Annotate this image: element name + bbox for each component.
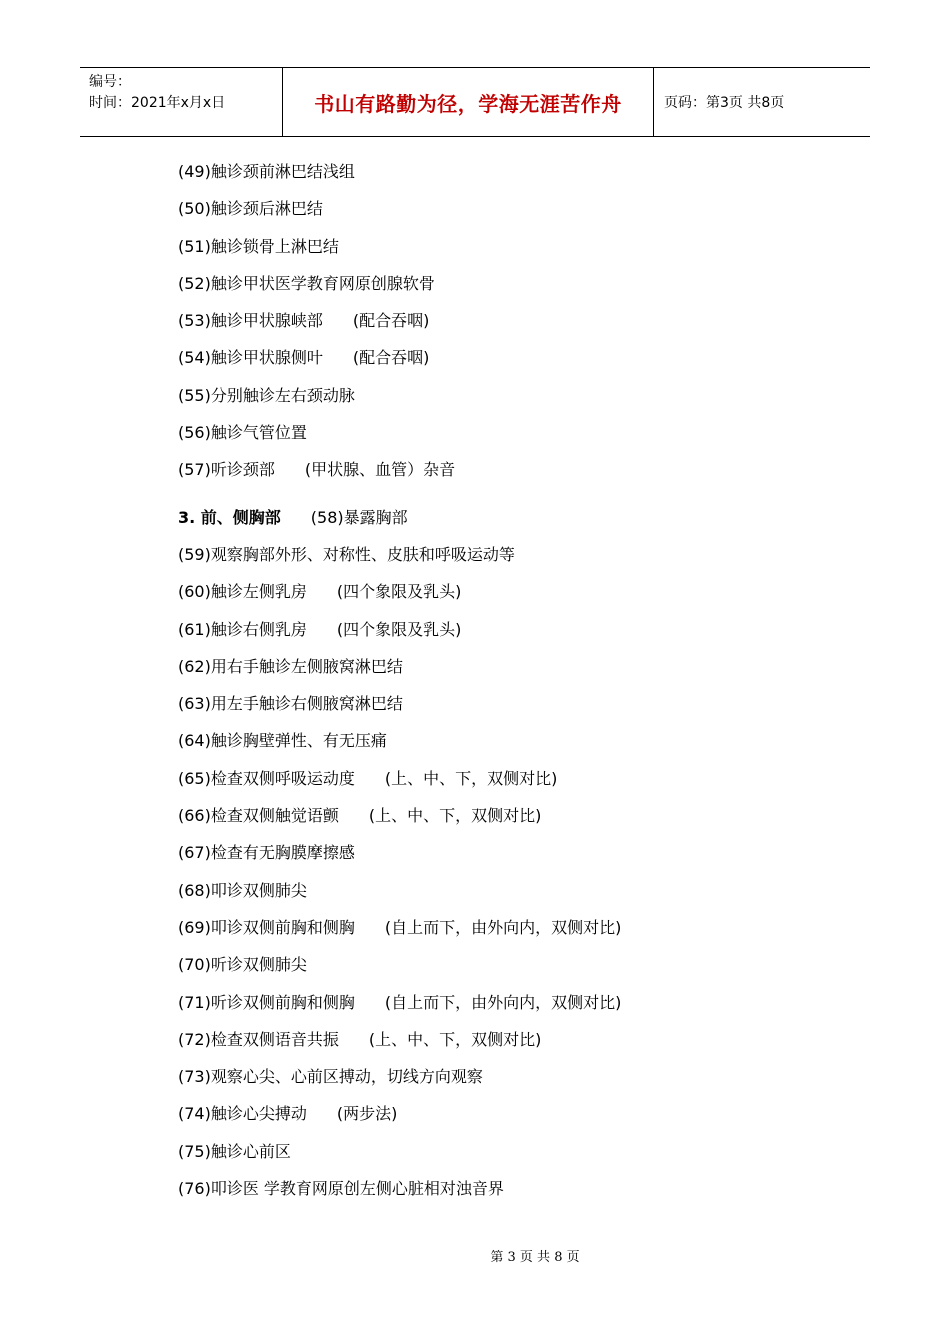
list-item bbox=[178, 233, 878, 270]
item-note: (甲状腺、血管）杂音 bbox=[304, 460, 456, 480]
list-item bbox=[178, 1138, 878, 1175]
item-text: (52)触诊甲状医学教育网原创腺软骨 bbox=[178, 273, 435, 293]
item-text: (64)触诊胸壁弹性、有无压痛 bbox=[178, 731, 387, 751]
item-text: (75)触诊心前区 bbox=[178, 1141, 291, 1161]
list-item bbox=[178, 1063, 878, 1100]
item-text: (73)观察心尖、心前区搏动，切线方向观察 bbox=[178, 1067, 483, 1087]
section-note: (58)暴露胸部 bbox=[310, 507, 408, 527]
item-note: (上、中、下，双侧对比) bbox=[368, 806, 542, 826]
neck-steps bbox=[178, 158, 878, 494]
serial-number-label: 编号： bbox=[89, 74, 131, 90]
date-label: 时间：2021年x月x日 bbox=[89, 95, 226, 111]
item-text: (71)听诊双侧前胸和侧胸 bbox=[178, 992, 355, 1012]
section-heading bbox=[178, 504, 878, 541]
item-text: (54)触诊甲状腺侧叶 bbox=[178, 348, 323, 368]
item-note: (上、中、下，双侧对比) bbox=[384, 768, 558, 788]
footer-page-number: 第 3 页 共 8 页 bbox=[490, 1250, 580, 1265]
list-item bbox=[178, 456, 878, 493]
list-item bbox=[178, 307, 878, 344]
item-note: (配合吞咽) bbox=[352, 348, 430, 368]
item-text: (74)触诊心尖搏动 bbox=[178, 1104, 307, 1124]
list-item bbox=[178, 727, 878, 764]
list-item bbox=[178, 270, 878, 307]
item-text: (66)检查双侧触觉语颤 bbox=[178, 806, 339, 826]
item-text: (70)听诊双侧肺尖 bbox=[178, 955, 307, 975]
item-text: (53)触诊甲状腺峡部 bbox=[178, 311, 323, 331]
header-motto: 书山有路勤为径，学海无涯苦作舟 bbox=[314, 91, 622, 116]
list-item bbox=[178, 653, 878, 690]
item-note: (上、中、下，双侧对比) bbox=[368, 1029, 542, 1049]
page-header bbox=[80, 67, 870, 137]
item-text: (56)触诊气管位置 bbox=[178, 423, 307, 443]
item-text: (59)观察胸部外形、对称性、皮肤和呼吸运动等 bbox=[178, 544, 515, 564]
item-text: (61)触诊右侧乳房 bbox=[178, 619, 307, 639]
list-item bbox=[178, 989, 878, 1026]
page-footer bbox=[0, 1246, 950, 1265]
list-item bbox=[178, 616, 878, 653]
item-text: (67)检查有无胸膜摩擦感 bbox=[178, 843, 355, 863]
item-note: (配合吞咽) bbox=[352, 311, 430, 331]
section-title: 3. 前、侧胸部 bbox=[178, 507, 281, 527]
item-note: (两步法) bbox=[336, 1104, 398, 1124]
item-text: (50)触诊颈后淋巴结 bbox=[178, 199, 323, 219]
item-text: (76)叩诊医 学教育网原创左侧心脏相对浊音界 bbox=[178, 1179, 504, 1199]
item-text: (49)触诊颈前淋巴结浅组 bbox=[178, 162, 355, 181]
chest-steps bbox=[178, 541, 878, 1212]
list-item bbox=[178, 382, 878, 419]
header-meta bbox=[80, 68, 282, 136]
item-text: (69)叩诊双侧前胸和侧胸 bbox=[178, 917, 355, 937]
list-item bbox=[178, 690, 878, 727]
list-item bbox=[178, 1026, 878, 1063]
list-item bbox=[178, 802, 878, 839]
item-text: (62)用右手触诊左侧腋窝淋巴结 bbox=[178, 656, 403, 676]
list-item bbox=[178, 1175, 878, 1212]
item-text: (63)用左手触诊右侧腋窝淋巴结 bbox=[178, 694, 403, 714]
list-item bbox=[178, 195, 878, 232]
item-note: (四个象限及乳头) bbox=[336, 582, 462, 602]
header-page-info: 页码：第3页 共8页 bbox=[664, 95, 785, 111]
list-item bbox=[178, 158, 878, 195]
item-text: (60)触诊左侧乳房 bbox=[178, 582, 307, 602]
list-item bbox=[178, 877, 878, 914]
item-note: (自上而下，由外向内，双侧对比) bbox=[384, 992, 622, 1012]
list-item bbox=[178, 419, 878, 456]
item-text: (51)触诊锁骨上淋巴结 bbox=[178, 236, 339, 256]
list-item bbox=[178, 839, 878, 876]
item-note: (自上而下，由外向内，双侧对比) bbox=[384, 917, 622, 937]
item-text: (68)叩诊双侧肺尖 bbox=[178, 880, 307, 900]
list-item bbox=[178, 914, 878, 951]
item-text: (72)检查双侧语音共振 bbox=[178, 1029, 339, 1049]
item-text: (57)听诊颈部 bbox=[178, 460, 275, 480]
item-note: (四个象限及乳头) bbox=[336, 619, 462, 639]
list-item bbox=[178, 951, 878, 988]
header-title-cell bbox=[282, 68, 654, 136]
list-item bbox=[178, 541, 878, 578]
list-item bbox=[178, 765, 878, 802]
exam-steps-list bbox=[178, 158, 878, 1212]
list-item bbox=[178, 578, 878, 615]
item-text: (55)分别触诊左右颈动脉 bbox=[178, 385, 355, 405]
list-item bbox=[178, 1100, 878, 1137]
list-item bbox=[178, 344, 878, 381]
item-text: (65)检查双侧呼吸运动度 bbox=[178, 768, 355, 788]
